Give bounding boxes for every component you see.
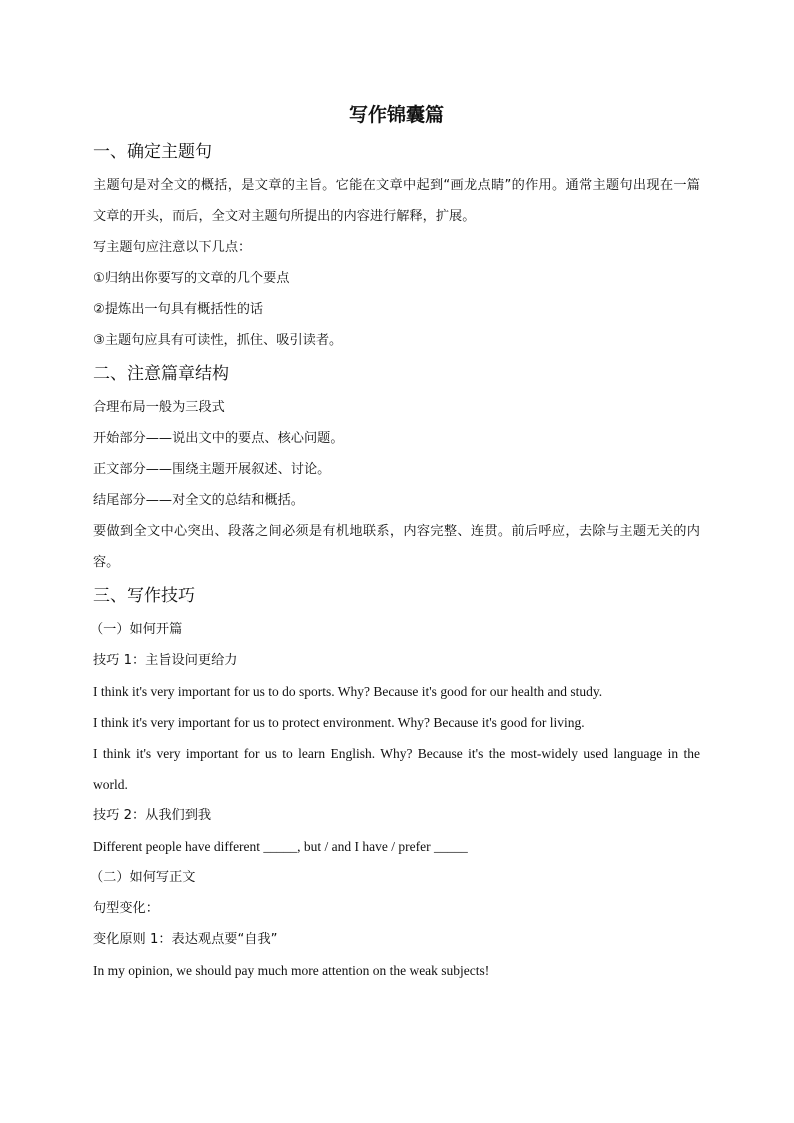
english-example: Different people have different _____, but / and I have / prefer _____ bbox=[93, 839, 468, 854]
english-example: I think it's very important for us to learn English. Why? Because it's the most-widely used language in the world. bbox=[93, 746, 700, 792]
page-title: 写作锦囊篇 bbox=[348, 104, 444, 126]
rule-heading: 变化原则 1：表达观点要“自我” bbox=[93, 932, 278, 947]
subsection-heading: （二）如何写正文 bbox=[90, 870, 196, 885]
section-heading-2: 二、注意篇章结构 bbox=[93, 364, 229, 384]
section-heading-3: 三、写作技巧 bbox=[93, 586, 195, 606]
paragraph: 开始部分——说出文中的要点、核心问题。 bbox=[93, 431, 344, 446]
section-heading-1: 一、确定主题句 bbox=[93, 142, 212, 162]
document-page bbox=[90, 100, 700, 986]
paragraph: 句型变化： bbox=[93, 901, 159, 916]
list-item: ①归纳出你要写的文章的几个要点 bbox=[93, 271, 290, 286]
tip-heading: 技巧 2：从我们到我 bbox=[93, 808, 212, 823]
list-item: ②提炼出一句具有概括性的话 bbox=[93, 302, 264, 317]
english-example: I think it's very important for us to protect environment. Why? Because it's good for living. bbox=[93, 715, 585, 730]
tip-heading: 技巧 1：主旨设问更给力 bbox=[93, 653, 238, 668]
english-example: In my opinion, we should pay much more attention on the weak subjects! bbox=[93, 963, 490, 978]
subsection-heading: （一）如何开篇 bbox=[90, 622, 183, 637]
list-item: ③主题句应具有可读性，抓住、吸引读者。 bbox=[93, 333, 343, 348]
paragraph: 合理布局一般为三段式 bbox=[93, 400, 225, 415]
paragraph: 写主题句应注意以下几点： bbox=[93, 240, 252, 255]
paragraph: 主题句是对全文的概括，是文章的主旨。它能在文章中起到“画龙点睛”的作用。通常主题句出现在一篇文章的开头，而后，全文对主题句所提出的内容进行解释，扩展。 bbox=[93, 178, 700, 224]
paragraph: 结尾部分——对全文的总结和概括。 bbox=[93, 493, 304, 508]
paragraph: 正文部分——围绕主题开展叙述、讨论。 bbox=[93, 462, 331, 477]
paragraph: 要做到全文中心突出、段落之间必须是有机地联系，内容完整、连贯。前后呼应，去除与主题无关的内容。 bbox=[93, 524, 700, 570]
english-example: I think it's very important for us to do sports. Why? Because it's good for our health and study. bbox=[93, 684, 603, 699]
